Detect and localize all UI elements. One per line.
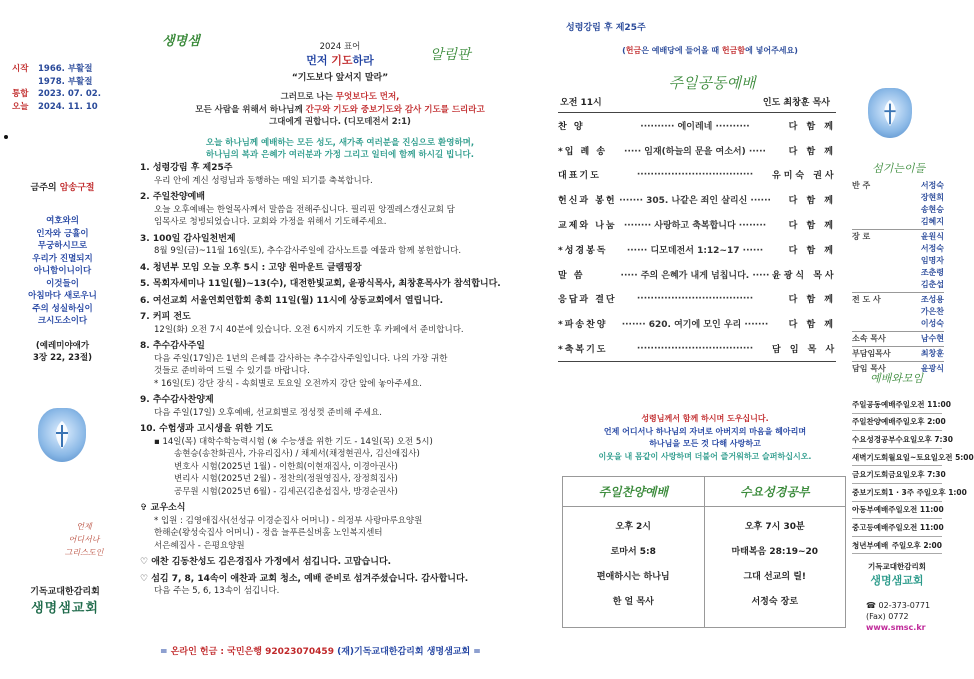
schedule-time: 주일오전 11:00 [895, 399, 951, 409]
schedule-name: 주일찬양예배 [852, 417, 896, 427]
history-label: 시작 [12, 64, 29, 74]
notice-subline: 공무원 시험(2025년 6월) - 김세곤(김춘섭집사, 방경순권사) [174, 486, 398, 497]
message-line-1: 성령님께서 함께 하시며 도우십니다. [641, 414, 769, 423]
staff-name: 조성용 [920, 295, 944, 304]
notice-title: 2. 주일찬양예배 [140, 192, 205, 202]
schedule-row [852, 537, 942, 555]
notice-title: 5. 목회자세미나 11일(월)~13(수), 대전한빛교회, 윤광식목사, 최창훈목사가 참석합니다. [140, 279, 501, 289]
order-item-name: 찬 양 [558, 121, 585, 132]
notice-line: ▪ 14일(목) 대학수학능력시험 (※ 수능생을 위한 기도 - 14일(목) 오전 5시) [154, 436, 433, 447]
notice-item [140, 340, 530, 390]
verse-line: 우리가 진멸되지 [32, 253, 93, 264]
schedule-name: 수요성경공부 [852, 434, 896, 444]
order-item-desc: ·································· [636, 293, 754, 304]
notice-title: ♡ 섬김 7, 8, 14속이 애찬과 교회 청소, 예배 준비로 섬겨주셨습니다. 감사합니다. [140, 573, 469, 584]
schedule-name: 중보기도회 [852, 487, 889, 497]
order-item-name: 응답과 결단 [558, 295, 617, 306]
notice-item [140, 162, 530, 187]
schedule-name: 청년부예배 [852, 540, 889, 550]
verse-title-prefix: 금주의 [30, 183, 57, 193]
staff-name: 윤광식 [920, 364, 944, 373]
offer-a: ( [622, 46, 626, 55]
order-item-leader: 다 함 께 [788, 295, 836, 306]
notice-line: 다음 주일(17일)은 1년의 은혜를 감사하는 추수감사주일입니다. 나의 가장 귀한 [154, 353, 448, 364]
order-item-name: *입 례 송 [558, 146, 608, 157]
church-logo-icon [38, 408, 86, 462]
verse-line: 인자와 긍휼이 [36, 228, 89, 239]
notice-title: 9. 추수감사찬양제 [140, 395, 214, 405]
staff-role: 반 주 [852, 181, 871, 190]
motto-keyword: 기도 [331, 54, 353, 67]
order-item-leader: 윤광식 목사 [772, 270, 837, 281]
order-of-worship [558, 112, 836, 362]
history-label: 오늘 [12, 101, 29, 112]
motto-year: 2024 표어 [319, 42, 361, 52]
message-line-4: 이웃을 내 몸같이 사랑하며 더불어 즐거워하고 슬퍼하십시오. [598, 451, 812, 461]
staff-name: 송현승 [920, 205, 944, 214]
order-row [558, 262, 836, 287]
staff-divider [852, 292, 944, 293]
order-item-name: *파송찬양 [558, 320, 608, 331]
schedule-time: 금요일오후 7:30 [888, 470, 946, 480]
fax-number: (Fax) 0772 [866, 612, 909, 621]
motto-subtitle: “기도보다 앞서지 말라” [291, 73, 389, 83]
verse-title-highlight: 암송구절 [59, 183, 95, 193]
schedule-name: 중고등예배 [852, 522, 889, 532]
staff-row [852, 204, 944, 216]
schedule-time: 주일오전 11:00 [888, 522, 944, 532]
order-item-desc: ····· 주의 은혜가 내게 넘칩니다. ····· [620, 270, 770, 281]
history-row [12, 63, 112, 76]
schedule-name: 주일공동예배 [852, 399, 896, 409]
annual-motto [150, 40, 530, 162]
schedule-time: 수요일오후 7:30 [895, 434, 953, 444]
staff-title: 섬기는이들 [872, 162, 926, 175]
motto-text [150, 52, 530, 68]
church-name: 생명샘교회 [870, 574, 924, 587]
wed-time: 오후 7시 30분 [744, 522, 805, 532]
order-row [558, 187, 836, 212]
staff-name: 김혜지 [920, 217, 944, 226]
spirit-message [560, 413, 850, 463]
church-org: 기독교대한감리회 [30, 587, 100, 597]
notice-item [140, 556, 530, 569]
notice-item [140, 262, 530, 275]
contact-info [866, 600, 946, 633]
notice-title: ✞ 교우소식 [140, 503, 186, 513]
notices-list [140, 162, 530, 602]
history-label: 통합 [12, 89, 29, 99]
memory-verse [10, 180, 115, 364]
staff-name: 가은찬 [920, 307, 944, 316]
side-hand-line: 그리스도인 [64, 548, 104, 557]
notice-line: 한해순(왕성숙집사 어머니) - 정읍 늘푸른실버홈 노인복지센터 [154, 528, 383, 538]
notice-line: 오늘 오후예배는 한얼목사께서 말씀을 전해주십니다. 필리핀 앙겔레스갱신교회 담 [154, 204, 455, 215]
staff-role [852, 306, 898, 318]
schedule-row [852, 466, 946, 484]
history-value: 1966. 부활절 [38, 64, 93, 74]
notice-item [140, 191, 530, 229]
notice-item [140, 311, 530, 336]
notice-item [140, 295, 530, 308]
history-row [12, 88, 112, 101]
order-item-desc: ·········· 에이레네 ·········· [640, 121, 750, 132]
praise-service-box [563, 477, 704, 627]
praise-sermon: 편애하시는 하나님 [596, 572, 670, 582]
staff-row [852, 294, 944, 306]
schedule-title: 예배와모임 [870, 372, 924, 385]
praise-time: 오후 2시 [615, 522, 651, 532]
order-row [558, 336, 836, 361]
order-item-name: 대표기도 [558, 171, 601, 182]
staff-role: 전 도 사 [852, 295, 881, 304]
left-church-name [10, 584, 120, 616]
staff-name: 임명자 [920, 256, 944, 265]
order-item-leader: 다 함 께 [788, 221, 836, 232]
order-item-leader: 유미숙 권사 [772, 171, 837, 182]
offer-r2: 헌금함 [721, 46, 746, 55]
staff-row [852, 180, 944, 192]
history-value: 2023. 07. 02. [38, 89, 101, 99]
order-item-leader: 다 함 께 [788, 320, 836, 331]
motto-part-a: 먼저 [306, 54, 332, 67]
website-link[interactable]: www.smsc.kr [866, 623, 926, 632]
wed-preacher: 서정숙 장로 [751, 597, 799, 607]
schedule-row [852, 414, 946, 432]
staff-row [852, 267, 944, 279]
schedule-time: 주일오전 11:00 [888, 505, 944, 515]
staff-name: 조춘령 [920, 268, 944, 277]
side-handwriting [64, 520, 104, 559]
notice-item [140, 573, 530, 598]
verse-line: 크시도소이다 [37, 316, 88, 326]
notice-item [140, 233, 530, 258]
intro-1a: 그러므로 나는 [280, 92, 336, 102]
notice-subline: 변호사 시험(2025년 1월) - 이한희(이현재집사, 이경아권사) [174, 461, 398, 472]
worship-title: 주일공동예배 [668, 74, 756, 92]
schedule-row [852, 431, 953, 449]
order-item-leader: 다 함 께 [788, 196, 836, 207]
worship-info-bar [560, 95, 830, 108]
schedule-name: 아동부예배 [852, 505, 889, 515]
right-church-name [852, 561, 942, 588]
verse-ref-line: 3장 22, 23절) [32, 352, 93, 363]
brand-title: 생명샘 [162, 34, 200, 49]
order-item-desc: ····· 임재(하늘의 문을 여소서) ····· [624, 146, 766, 157]
staff-divider [852, 229, 944, 230]
staff-role [852, 267, 898, 279]
memory-verse-reference [10, 340, 115, 364]
staff-role [852, 216, 898, 228]
church-logo-icon [868, 88, 912, 138]
staff-row [852, 348, 944, 360]
staff-name: 최창훈 [920, 349, 944, 358]
order-item-desc: ······ 디모데전서 1:12~17 ······ [626, 245, 764, 256]
notice-line: 12일(화) 오전 7시 40분에 있습니다. 오전 6시까지 기도한 후 카페에서 준비합니다. [154, 324, 464, 335]
staff-row [852, 192, 944, 204]
staff-role [852, 318, 898, 330]
notice-subline: 송현승(송찬화권사, 가유리집사) / 채제서(채정현권사, 김신애집사) [174, 449, 420, 459]
message-line-3: 하나님을 모든 것 다해 사랑하고 [649, 439, 761, 448]
notice-line: 8월 9일(금)~11월 16일(토), 추수감사주일에 감사노트를 예물과 함께 봉헌합니다. [154, 246, 462, 256]
intro-1r: 무엇보다도 먼저, [335, 92, 400, 102]
notice-title: 3. 100일 감사일천번제 [140, 233, 236, 244]
verse-line: 무궁하시므로 [37, 241, 88, 251]
offer-r1: 헌금 [625, 46, 642, 55]
order-item-leader: 다 함 께 [788, 245, 836, 256]
staff-role: 담임 목사 [852, 364, 886, 373]
staff-name: 김춘섭 [920, 280, 944, 289]
memory-verse-body [10, 215, 115, 328]
notice-item [140, 278, 530, 291]
verse-line: 이것들이 [46, 278, 79, 289]
staff-row [852, 216, 944, 228]
order-item-desc: ·································· [636, 169, 754, 180]
notice-line: 서은혜집사 - 은평요양원 [154, 540, 245, 551]
order-item-desc: ·································· [636, 343, 754, 354]
staff-row [852, 279, 944, 291]
verse-line: 아니함이니이다 [33, 266, 92, 276]
staff-name: 남수현 [920, 334, 944, 343]
order-item-leader: 다 함 께 [788, 121, 836, 132]
bank-suffix: (재)기독교대한감리회 생명샘교회 = [333, 647, 481, 657]
notice-item [140, 502, 530, 552]
order-item-leader: 다 함 께 [788, 146, 836, 157]
praise-preacher: 한 얼 목사 [612, 597, 654, 607]
verse-ref-line: (예레미야애가 [35, 340, 90, 351]
verse-line: 여호와의 [46, 216, 79, 226]
motto-part-b: 하라 [352, 54, 374, 67]
wed-sermon: 그대 선교의 릴! [743, 572, 807, 582]
order-row [558, 212, 836, 237]
side-hand-line: 어디서나 [68, 535, 100, 544]
staff-name: 서정숙 [920, 181, 944, 190]
welcome-message [150, 137, 530, 162]
schedule-row [852, 449, 974, 467]
schedule-name: 금요기도회 [852, 470, 889, 480]
schedule-row [852, 396, 951, 414]
order-item-desc: ······· 620. 여기에 모인 우리 ······· [621, 320, 769, 331]
notice-title: 8. 추수감사주일 [140, 341, 205, 351]
notice-title: 4. 청년부 모임 오늘 오후 5시 : 고양 원마운트 글램핑장 [140, 262, 362, 273]
order-row [558, 113, 836, 138]
side-hand-line: 언제 [76, 522, 92, 531]
schedule-row [852, 502, 942, 520]
order-item-leader: 담 임 목 사 [772, 345, 838, 356]
online-offering-line [160, 644, 510, 657]
order-item-name: *축복기도 [558, 345, 608, 356]
message-line-2: 언제 어디서나 하나님의 자녀로 아버지의 마음을 헤아리며 [603, 426, 807, 436]
offer-c: 에 넣어주세요) [745, 46, 798, 55]
history-row [12, 101, 112, 114]
verse-line: 아침마다 새로우니 [28, 291, 97, 301]
notice-title: 6. 여선교회 서울연회연합회 총회 11일(월) 11시에 상동교회에서 열립니다. [140, 295, 444, 306]
order-item-name: *성경봉독 [558, 245, 608, 256]
schedule-list [852, 396, 974, 554]
order-item-name: 말 씀 [558, 270, 585, 281]
notice-line: * 입원 : 김영애집사(선성규 이경순집사 어머니) - 의정부 사랑마루요양원 [154, 515, 423, 526]
order-item-name: 헌신과 봉헌 [558, 196, 617, 207]
order-item-name: 교제와 나눔 [558, 221, 617, 232]
order-row [558, 287, 836, 312]
order-item-desc: ······· 305. 나같은 죄인 살리신 ······ [619, 196, 771, 207]
order-row [558, 163, 836, 188]
staff-role [852, 243, 898, 255]
order-row [558, 138, 836, 163]
notice-item [140, 423, 530, 498]
schedule-time: 주일오후 2:00 [891, 540, 942, 550]
bullet-mark [4, 135, 8, 139]
welcome-1: 오늘 하나님께 예배하는 모든 성도, 새가족 여러분을 진심으로 환영하며, [205, 137, 475, 148]
staff-row [852, 243, 944, 255]
staff-role [852, 204, 898, 216]
bank-account: 온라인 헌금 : 국민은행 92023070459 [170, 647, 334, 657]
staff-divider [852, 331, 944, 332]
staff-divider [852, 361, 944, 362]
motto-scripture [150, 91, 530, 129]
staff-role: 장 로 [852, 232, 871, 241]
notice-item [140, 394, 530, 419]
staff-role [852, 192, 898, 204]
staff-name: 서정숙 [920, 244, 944, 253]
other-services [562, 476, 846, 628]
staff-row [852, 255, 944, 267]
notice-title: 7. 커피 전도 [140, 312, 191, 322]
history-value: 1978. 부활절 [38, 76, 93, 87]
staff-row [852, 318, 944, 330]
notice-board-title: 알림판 [430, 47, 471, 63]
offer-b: 은 예배당에 들어올 때 [641, 46, 722, 55]
notice-line: 임목사로 청빙되었습니다. 교회와 가정을 위해서 기도해주세요. [154, 217, 387, 227]
notice-line: 우리 안에 계신 성령님과 동행하는 매일 되기를 축복합니다. [154, 175, 373, 186]
staff-row [852, 306, 944, 318]
notice-subline: 변리사 시험(2025년 2월) - 정찬의(정원영집사, 장정희집사) [174, 474, 398, 484]
order-item-desc: ········ 사랑하고 축복합니다 ········ [623, 221, 767, 232]
order-row [558, 237, 836, 262]
staff-list [852, 180, 944, 375]
church-name: 생명샘교회 [31, 601, 99, 616]
worship-leader: 인도 최창훈 목사 [762, 98, 830, 108]
intro-2r: 간구와 기도와 중보기도와 감사 기도를 드리라고 [305, 104, 485, 115]
staff-role: 소속 목사 [852, 334, 886, 343]
notice-title: 10. 수험생과 고시생을 위한 기도 [140, 424, 273, 434]
staff-divider [852, 346, 944, 347]
schedule-row [852, 519, 942, 537]
notice-title: ♡ 애찬 김동찬성도 김은경집사 가정에서 섬깁니다. 고맙습니다. [140, 557, 392, 567]
history-value: 2024. 11. 10 [38, 101, 98, 112]
intro-3: 그대에게 권합니다. (디모데전서 2:1) [269, 117, 411, 127]
notice-line: 다음 주는 5, 6, 13속이 섬깁니다. [154, 586, 280, 596]
schedule-row [852, 484, 967, 502]
phone-number: ☎ 02-373-0771 [866, 601, 931, 610]
wed-text: 마태복음 28:19~20 [731, 547, 819, 557]
church-org: 기독교대한감리회 [868, 562, 926, 571]
staff-role [852, 279, 898, 291]
worship-time: 오전 11시 [560, 98, 602, 108]
staff-role: 부담임목사 [852, 349, 891, 358]
notice-line: * 16일(토) 강단 장식 - 속회별로 토요일 오전까지 강단 앞에 놓아주세요. [154, 378, 422, 389]
order-row [558, 311, 836, 336]
history-row [12, 76, 112, 89]
intro-2a: 모든 사람을 위해서 하나님께 [195, 104, 306, 115]
staff-name: 이성숙 [920, 319, 944, 328]
notice-title: 1. 성령강림 후 제25주 [140, 163, 233, 173]
week-header: 성령강림 후 제25주 [566, 23, 646, 33]
welcome-2: 하나님의 복과 은혜가 여러분과 가정 그리고 일터에 함께 하시길 빕니다. [206, 150, 474, 160]
staff-row [852, 231, 944, 243]
offering-instruction [560, 45, 860, 56]
church-history [12, 63, 112, 113]
schedule-time: 1 · 3주 주일오후 1:00 [888, 487, 967, 497]
praise-text: 로마서 5:8 [610, 547, 656, 557]
notice-line: 것들로 준비하여 드릴 수 있기를 바랍니다. [154, 366, 310, 376]
schedule-time: 주일오후 2:00 [895, 417, 946, 427]
wed-title: 수요성경공부 [705, 477, 846, 507]
staff-row [852, 333, 944, 345]
schedule-name: 새벽기도회 [852, 452, 889, 462]
staff-role [852, 255, 898, 267]
notice-line: 다음 주일(17일) 오후예배, 선교회별로 정성껏 준비해 주세요. [154, 407, 382, 418]
bank-prefix: = [160, 647, 171, 657]
praise-title: 주일찬양예배 [563, 477, 704, 507]
staff-name: 장현희 [920, 193, 944, 202]
verse-line: 주의 성실하심이 [32, 303, 93, 314]
schedule-time: 월요일~토요일오전 5:00 [888, 452, 974, 462]
wednesday-study-box [704, 477, 846, 627]
staff-name: 윤원식 [920, 232, 944, 241]
memory-verse-title [10, 180, 115, 193]
